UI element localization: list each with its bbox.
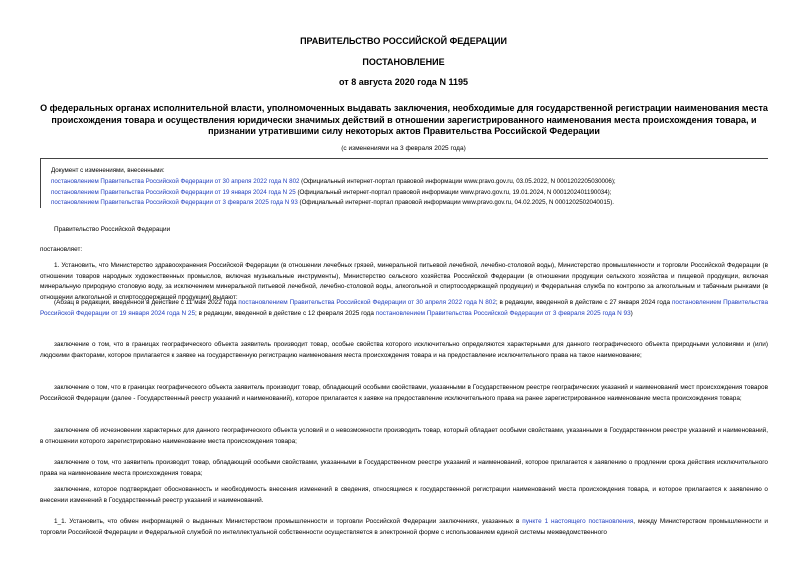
document-date-number: от 8 августа 2020 года N 1195 <box>339 77 468 87</box>
amendment-link[interactable]: постановлением Правительства Российской Федерации от 30 апреля 2022 года N 802 <box>51 177 300 185</box>
changes-item: постановлением Правительства Российской Федерации от 19 января 2024 года N 25 (Официальный интернет-портал правовой информации www.pravo.gov.ru, 19.01.2024, N 0001202401190034); <box>51 188 612 196</box>
bullet-conclusion-2: заключение о том, что в границах географического объекта заявитель производит товар, обладающий особыми свойствами, указанными в Государственном реестре географических указаний и наименований мест происхождения товаров Российской Федерации (далее - Государственный реестр указаний и наименований), которое прилагается к заявке на предоставление исключительного права на ранее зарегистрированное наименование места происхождения товара; <box>40 384 768 402</box>
changes-block <box>40 158 768 208</box>
revision-note: (с изменениями на 3 февраля 2025 года) <box>341 145 466 152</box>
document-type: ПОСТАНОВЛЕНИЕ <box>362 57 445 67</box>
bullet-conclusion-5: заключение, которое подтверждает обоснованность и необходимость внесения изменений в сведения, относящиеся к государственной регистрации наименований места происхождения товара, и которое прилагается к заявлению о внесении изменений в Государственный реестр указаний и наименований. <box>40 486 768 504</box>
changes-item: постановлением Правительства Российской Федерации от 30 апреля 2022 года N 802 (Официальный интернет-портал правовой информации www.pravo.gov.ru, 03.05.2022, N 0001202205030006); <box>51 177 616 185</box>
document-title: О федеральных органах исполнительной власти, уполномоченных выдавать заключения, необходимые для государственной регистрации наименования места происхождения товара и осуществления юридически значимых действий в отношении зарегистрированного наименования места происхождения товара, и признании утратившими силу некоторых актов Правительства Российской Федерации <box>40 103 768 136</box>
changes-intro: Документ с изменениями, внесенными: <box>51 167 165 174</box>
government-line: Правительство Российской Федерации <box>54 226 171 233</box>
bullet-conclusion-1: заключение о том, что в границах географического объекта заявитель производит товар, особые свойства которого исключительно определяются характерными для данного географического объекта природными условиями и (или) людскими факторами, которое прилагается к заявке на государственную регистрацию наименования места происхождения товара и на предоставление исключительного права на такое наименование; <box>40 341 768 359</box>
edition-note: (Абзац в редакции, введенной в действие с 11 мая 2022 года постановлением Правительства Российской Федерации от 30 апреля 2022 года N 802; в редакции, введенной в действие с 27 января 2024 года постановлением Правительства Российской Федерации от 19 января 2024 года N 25; в редакции, введенной в действие с 12 февраля 2025 года постановлением Правительства Российской Федерации от 3 февраля 2025 года N 93) <box>40 299 769 317</box>
paragraph-1: 1. Установить, что Министерство здравоохранения Российской Федерации (в отношении лечебных грязей, минеральной питьевой лечебной, лечебно-столовой воды), Министерство промышленности и торговли Российской Федерации (в отношении товаров народных художественных промыслов, включая музыкальные инструменты), Министерство сельского хозяйства Российской Федерации (в отношении продукции сельского хозяйства и пищевой продукции, включая минеральную природную столовую воду, за исключением минеральной питьевой лечебной, лечебно-столовой воды, алкогольной и спиртосодержащей продукции) и Федеральная служба по контролю за алкогольным и табачным рынками (в отношении алкогольной и спиртосодержащей продукции) выдают: <box>40 262 768 301</box>
amendment-link[interactable]: постановлением Правительства Российской Федерации от 30 апреля 2022 года N 802 <box>238 299 496 306</box>
decides-line: постановляет: <box>40 246 83 253</box>
changes-item: постановлением Правительства Российской Федерации от 3 февраля 2025 года N 93 (Официальный интернет-портал правовой информации www.pravo.gov.ru, 04.02.2025, N 0001202502040015). <box>51 199 614 207</box>
bullet-conclusion-4: заключение о том, что заявитель производит товар, обладающий особыми свойствами, указанными в Государственном реестре указаний и наименований, которое прилагается к заявлению о продлении срока действия исключительного права на наименование места происхождения товара; <box>40 459 768 477</box>
paragraph-1-1: 1_1. Установить, что обмен информацией о выданных Министерством промышленности и торговли Российской Федерации заключениях, указанных в пункте 1 настоящего постановления, между Министерством промышленности и торговли Российской Федерации и Федеральной службой по интеллектуальной собственности осуществляется в электронной форме с использованием единой системы межведомственного <box>40 518 769 536</box>
amendment-link[interactable]: постановлением Правительства Российской Федерации от 3 февраля 2025 года N 93 <box>51 199 298 207</box>
paragraph-link[interactable]: пункте 1 настоящего постановления <box>522 518 634 525</box>
amendment-link[interactable]: постановлением Правительства Российской Федерации от 19 января 2024 года N 25 <box>51 188 296 196</box>
bullet-conclusion-3: заключение об исчезновении характерных для данного географического объекта условий и о невозможности производить товар, который обладает особыми свойствами, указанными в Государственном реестре указаний и наименований, в отношении которого зарегистрировано наименование места происхождения товара; <box>40 427 768 445</box>
amendment-link[interactable]: постановлением Правительства Российской Федерации от 19 января 2024 года N 25 <box>40 299 769 317</box>
amendment-link[interactable]: постановлением Правительства Российской Федерации от 3 февраля 2025 года N 93 <box>375 309 631 317</box>
issuing-authority: ПРАВИТЕЛЬСТВО РОССИЙСКОЙ ФЕДЕРАЦИИ <box>300 36 507 46</box>
